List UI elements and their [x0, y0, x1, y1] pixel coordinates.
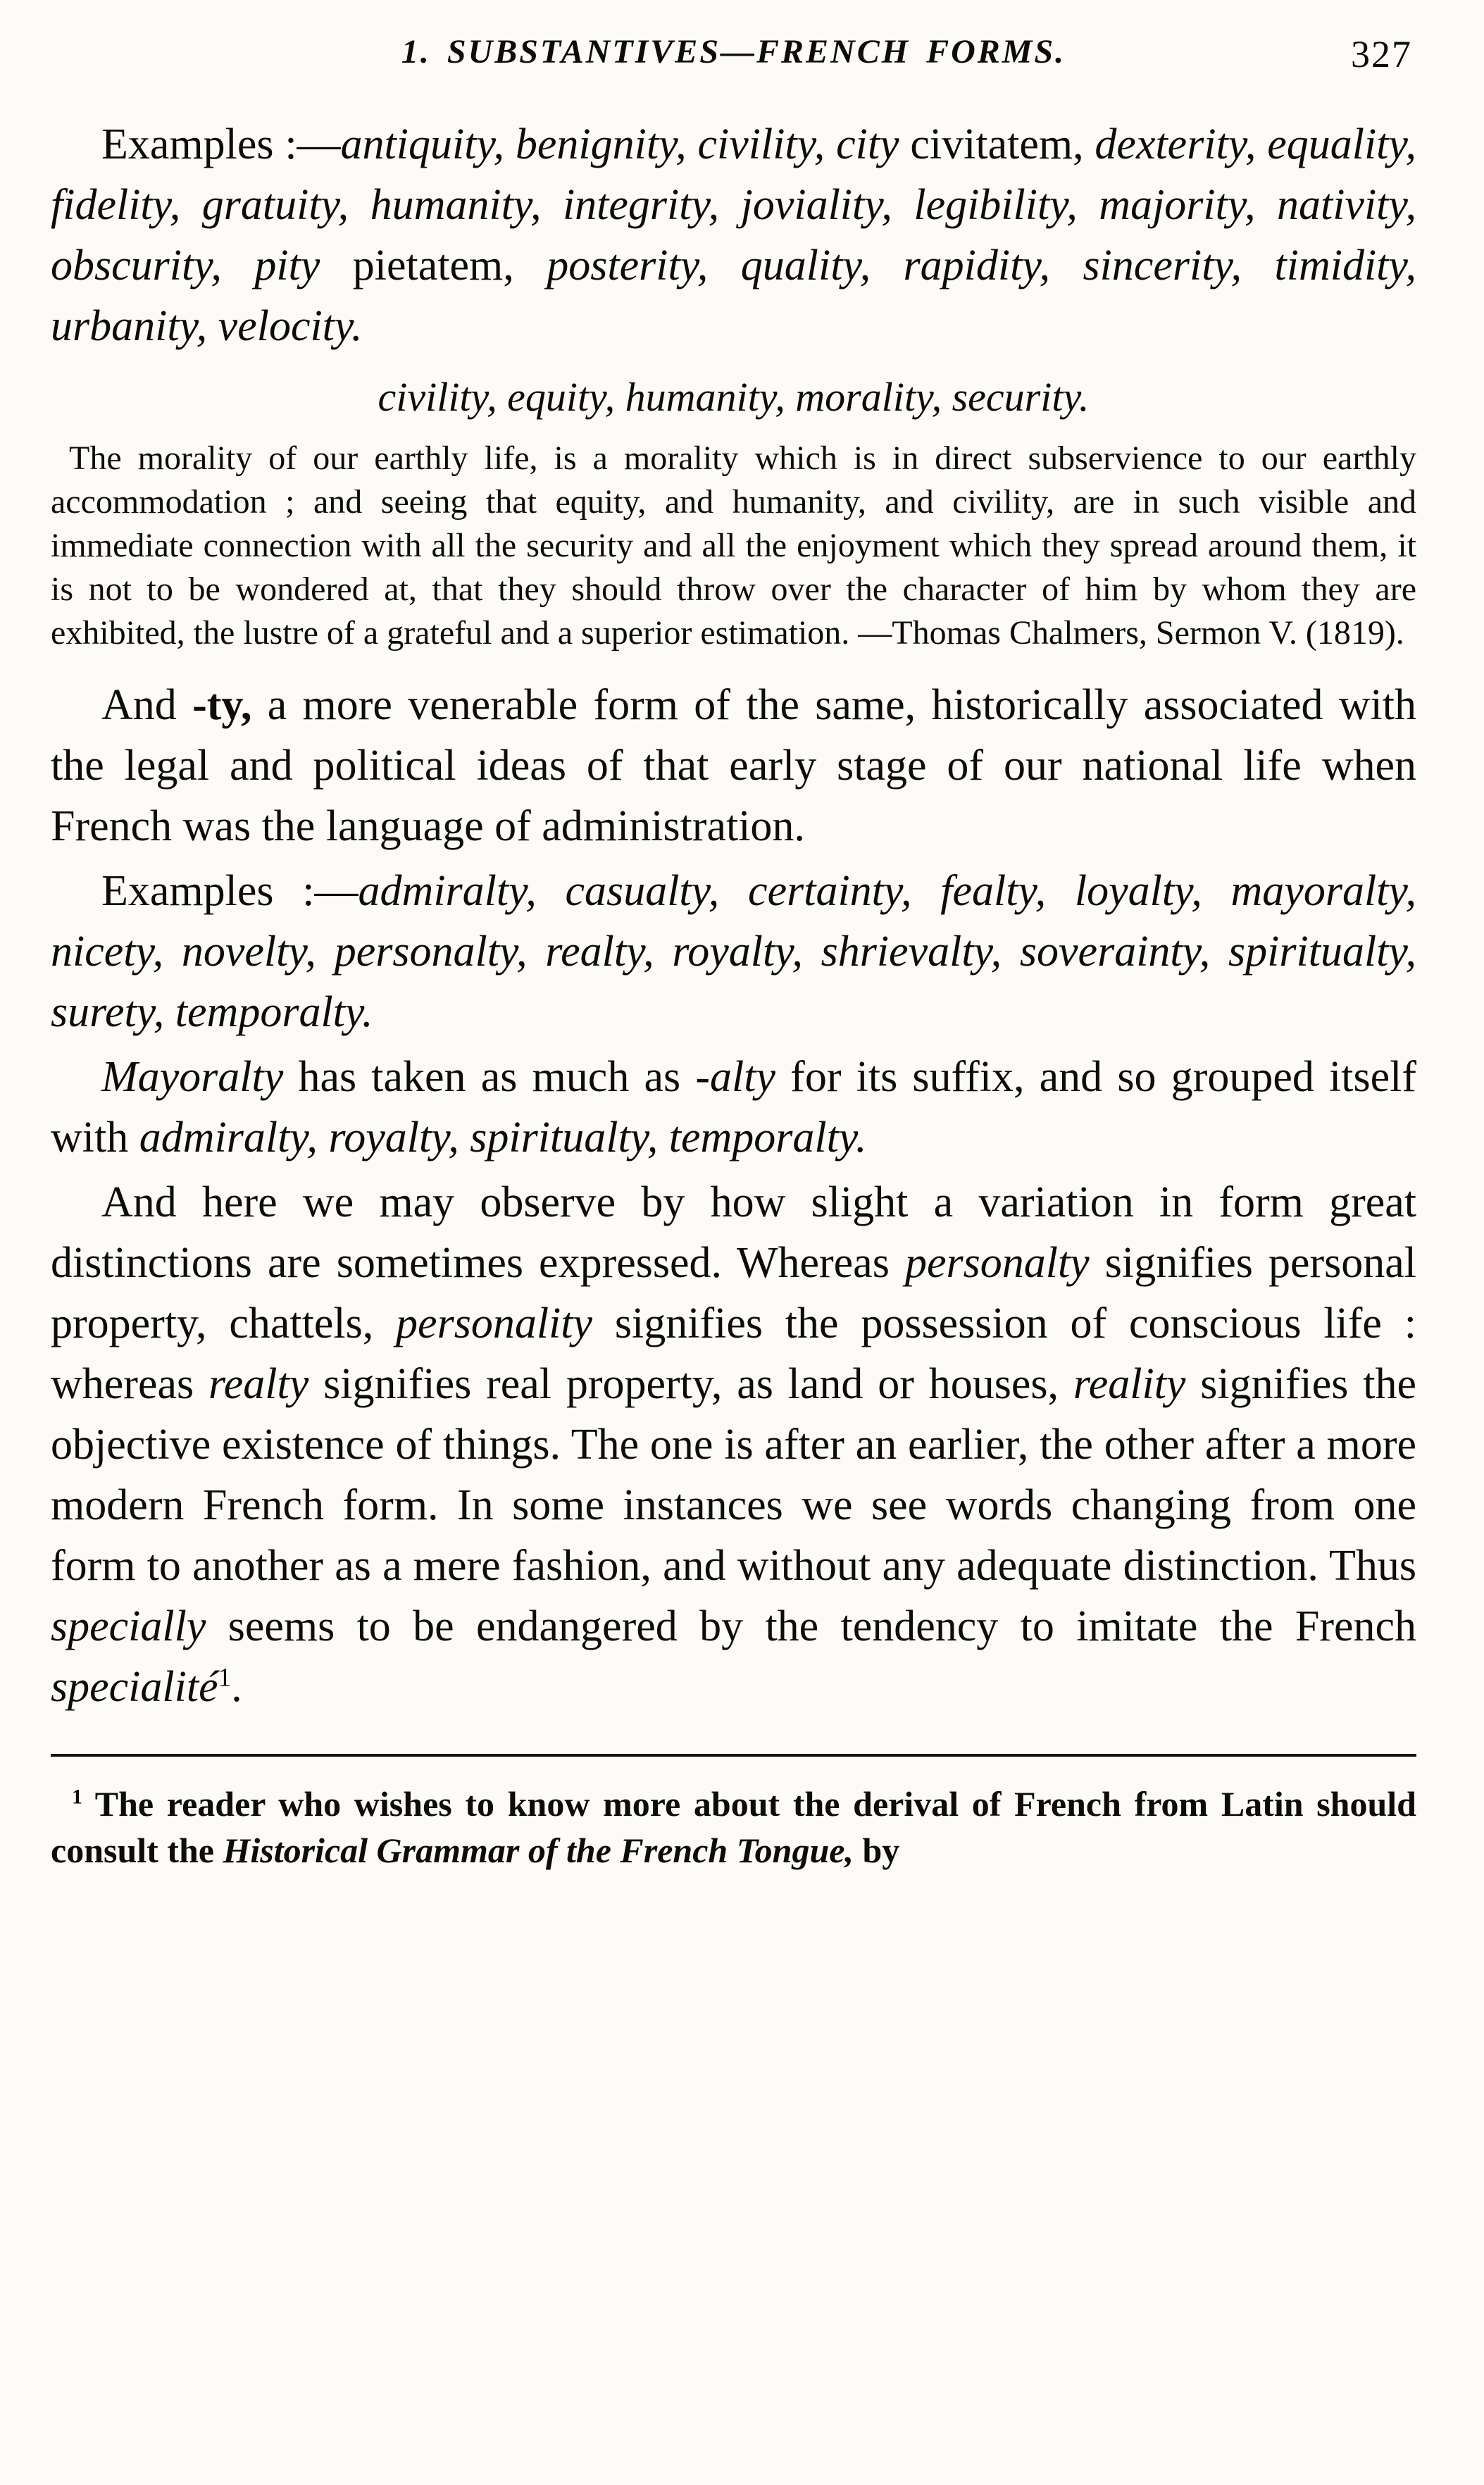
text-segment: -ty,	[192, 681, 252, 729]
text-segment: The reader who wishes to know more about the derival of French from Latin should consult the	[51, 1784, 1416, 1870]
text-segment: has taken as much as	[283, 1053, 696, 1101]
footnote	[51, 1754, 1416, 1874]
text-segment: 1	[72, 1785, 82, 1809]
text-segment: signifies personal property, chattels,	[51, 1239, 1417, 1347]
text-segment: seems to be endangered by the tendency to imitate the French	[206, 1602, 1416, 1650]
text-segment: Examples :—	[101, 120, 341, 168]
text-segment: personalty	[904, 1239, 1090, 1287]
text-segment: a more venerable form of the same, historically associated with the legal and political ideas of that early stage of our national life when French was the language of administration.	[51, 681, 1416, 850]
text-segment: And	[101, 681, 193, 729]
text-segment: signifies real property, as land or houses,	[308, 1360, 1073, 1408]
text-segment: dexterity, equality, fidelity, gratuity, humanity, integrity, joviality, legibility, majority, nativity, obscurity, pity	[51, 120, 1416, 289]
text-segment: -alty	[695, 1053, 775, 1101]
text-segment: admiralty, royalty, spiritualty, temporalty.	[139, 1114, 867, 1161]
examples-ity-paragraph	[51, 114, 1416, 356]
text-segment: Examples :—	[101, 867, 358, 915]
running-title: 1. SUBSTANTIVES—FRENCH FORMS.	[401, 33, 1066, 70]
chalmers-quote	[51, 437, 1416, 655]
text-segment: reality	[1073, 1360, 1186, 1408]
text-segment: admiralty, casualty, certainty, fealty, loyalty, mayoralty, nicety, novelty, personalty, realty, royalty, shrievalty, soverainty, spiritualty, surety, temporalty.	[51, 867, 1417, 1036]
text-segment: signifies the objective existence of things. The one is after an earlier, the other after a more modern French form. In some instances we see words changing from one form to another as a mere fashion, and without any adequate distinction. Thus	[51, 1360, 1416, 1590]
footnote-text	[51, 1781, 1416, 1874]
text-segment: for its suffix, and so grouped itself with	[51, 1053, 1416, 1161]
text-segment: specially	[51, 1602, 206, 1650]
text-segment: posterity, quality, rapidity, sincerity, timidity, urbanity, velocity.	[51, 242, 1417, 350]
text-segment: personality	[396, 1300, 593, 1347]
text-segment: by	[853, 1831, 900, 1870]
text-segment: .	[231, 1663, 242, 1711]
text-segment: Mayoralty	[101, 1053, 284, 1101]
text-segment: 1	[218, 1663, 232, 1693]
examples-alty-paragraph	[51, 861, 1416, 1042]
text-segment: signifies the possession of conscious life : whereas	[51, 1300, 1416, 1408]
text-segment: Historical Grammar of the French Tongue,	[223, 1831, 854, 1870]
and-ty-paragraph	[51, 675, 1416, 857]
text-segment: The morality of our earthly life, is a morality which is in direct subservience to our earthly accommodation ; and seeing that equity, and humanity, and civility, are in such visible and immediate connection with all the security and all the enjoyment which they spread around them, it is not to be wondered at, that they should throw over the character of him by whom they are exhibited, the lustre of a grateful and a superior estimation. —Thomas Chalmers, Sermon V. (1819).	[51, 440, 1416, 652]
text-segment: civitatem,	[899, 120, 1095, 168]
mayoralty-paragraph	[51, 1047, 1416, 1168]
text-segment: antiquity, benignity, civility, city	[340, 120, 899, 168]
text-segment: specialité	[51, 1663, 218, 1711]
page-header	[51, 32, 1416, 82]
centered-examples-line	[51, 369, 1416, 425]
page-body	[51, 114, 1416, 1717]
variation-paragraph	[51, 1172, 1416, 1717]
text-segment: And here we may observe by how slight a variation in form great distinctions are sometimes expressed. Whereas	[51, 1178, 1416, 1287]
text-segment: realty	[208, 1360, 309, 1408]
text-segment: pietatem,	[320, 242, 547, 289]
page-number: 327	[1351, 33, 1412, 75]
text-segment: civility, equity, humanity, morality, security.	[378, 374, 1090, 420]
